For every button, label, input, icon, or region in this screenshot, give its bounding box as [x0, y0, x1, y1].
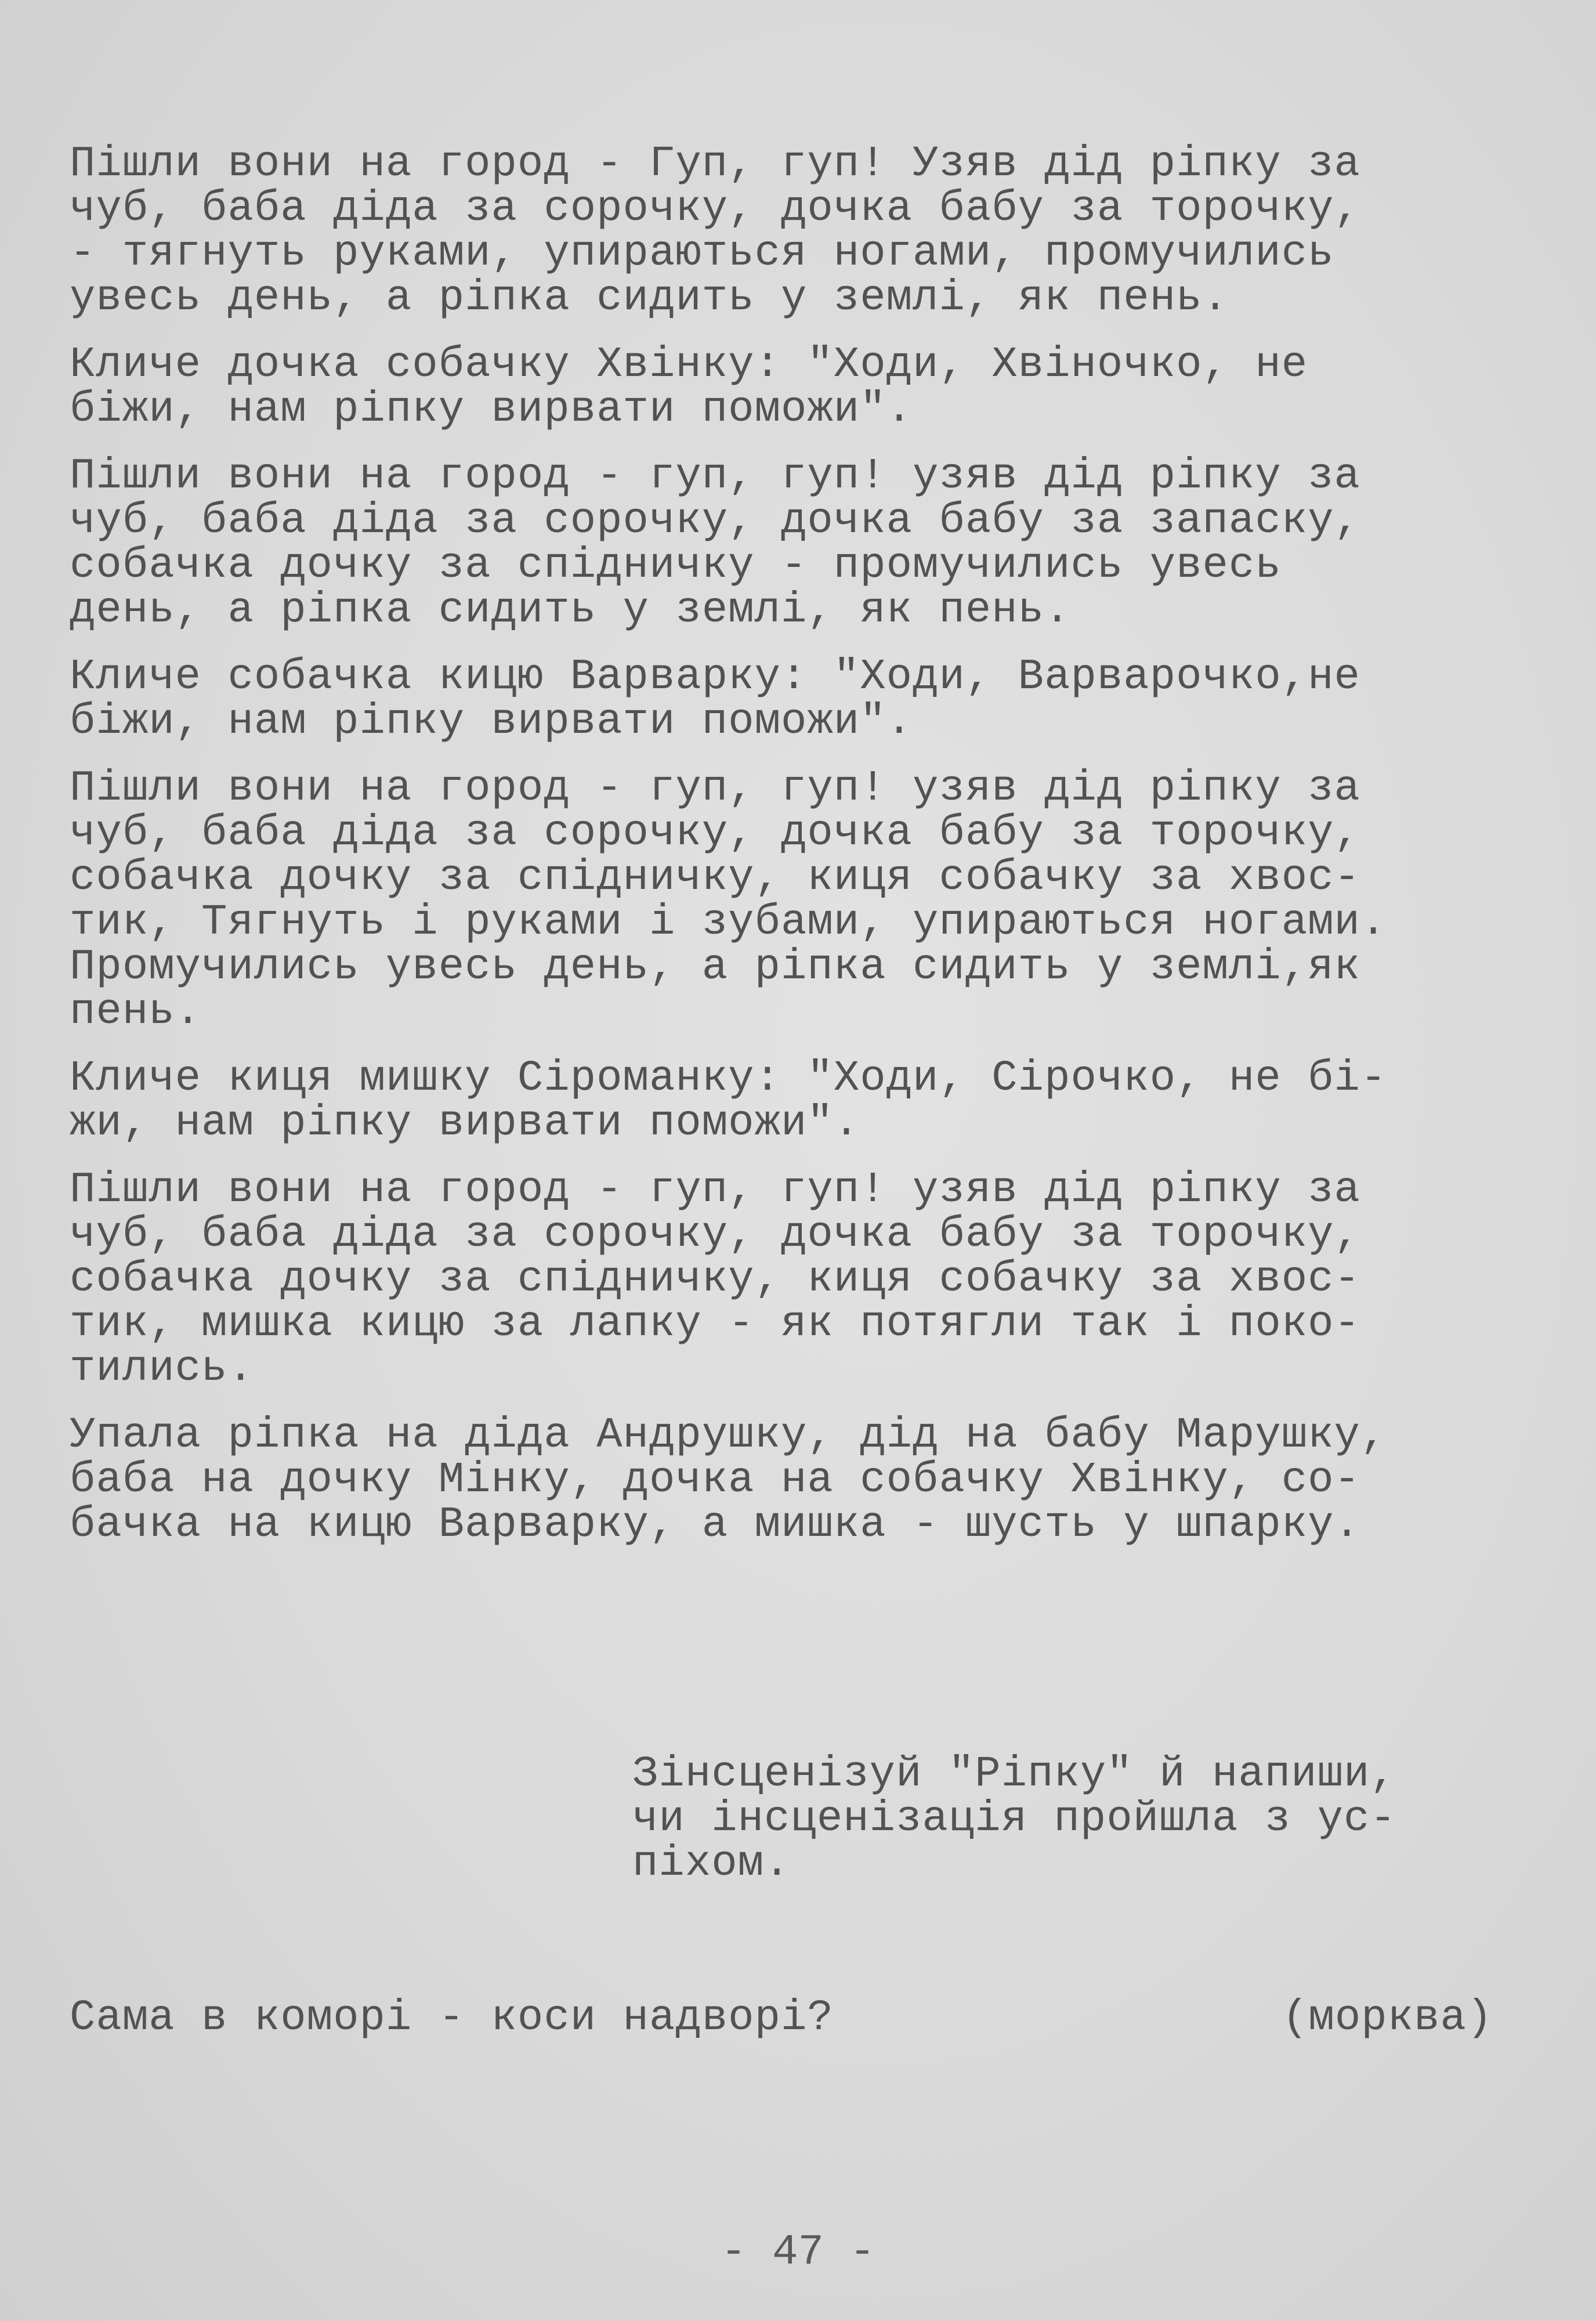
- paragraph-5: [70, 764, 1555, 1036]
- text-line: чуб, баба діда за сорочку, дочка бабу за торочку,: [70, 1210, 1360, 1259]
- riddle-question: Сама в коморі - коси надворі?: [70, 1994, 834, 2042]
- text-line: Упала ріпка на діда Андрушку, дід на бабу Марушку,: [70, 1411, 1387, 1460]
- text-line: Зінсценізуй "Ріпку" й напиши,: [632, 1750, 1396, 1799]
- text-line: увесь день, а ріпка сидить у землі, як пень.: [70, 274, 1229, 323]
- text-line: Пішли вони на город - гуп, гуп! узяв дід ріпку за: [70, 452, 1360, 501]
- text-line: - тягнуть руками, упираються ногами, промучились: [70, 229, 1334, 278]
- text-line: собачка дочку за спідничку, киця собачку за хвос-: [70, 1255, 1360, 1304]
- text-line: жи, нам ріпку вирвати поможи".: [70, 1099, 860, 1148]
- text-line: чуб, баба діда за сорочку, дочка бабу за торочку,: [70, 809, 1360, 858]
- text-line: тились.: [70, 1344, 254, 1393]
- text-line: Пішли вони на город - гуп, гуп! узяв дід ріпку за: [70, 764, 1360, 813]
- text-line: тик, мишка кицю за лапку - як потягли так і поко-: [70, 1300, 1360, 1349]
- text-line: пень.: [70, 988, 202, 1036]
- text-line: чуб, баба діда за сорочку, дочка бабу за торочку,: [70, 185, 1360, 233]
- text-line: собачка дочку за спідничку - промучились увесь: [70, 541, 1282, 590]
- text-line: Пішли вони на город - гуп, гуп! узяв дід ріпку за: [70, 1166, 1360, 1214]
- paragraph-2: [70, 343, 1555, 432]
- paragraph-3: [70, 454, 1555, 633]
- paragraph-7: [70, 1168, 1555, 1391]
- text-line: тик, Тягнуть і руками і зубами, упираються ногами.: [70, 898, 1387, 947]
- text-line: день, а ріпка сидить у землі, як пень.: [70, 586, 1071, 635]
- story-text: [70, 142, 1555, 1570]
- text-line: Пішли вони на город - Гуп, гуп! Узяв дід ріпку за: [70, 140, 1360, 189]
- riddle-answer: (морква): [1282, 1994, 1493, 2042]
- text-line: бачка на кицю Варварку, а мишка - шусть у шпарку.: [70, 1501, 1360, 1549]
- text-line: чуб, баба діда за сорочку, дочка бабу за запаску,: [70, 497, 1360, 545]
- text-line: чи інсценізація пройшла з ус-: [632, 1795, 1396, 1843]
- text-line: піхом.: [632, 1839, 791, 1888]
- text-line: Промучились увесь день, а ріпка сидить у землі,як: [70, 943, 1360, 992]
- text-line: Кличе дочка собачку Хвінку: "Ходи, Хвіночко, не: [70, 341, 1308, 389]
- paragraph-1: [70, 142, 1555, 321]
- text-line: Кличе киця мишку Сіроманку: "Ходи, Сірочко, не бі-: [70, 1054, 1387, 1103]
- task-instruction: [632, 1752, 1537, 1886]
- text-line: баба на дочку Мінку, дочка на собачку Хвінку, со-: [70, 1456, 1360, 1505]
- paragraph-8: [70, 1413, 1555, 1548]
- text-line: Кличе собачка кицю Варварку: "Ходи, Варварочко,не: [70, 653, 1360, 702]
- paragraph-4: [70, 655, 1555, 744]
- text-line: біжи, нам ріпку вирвати поможи".: [70, 697, 913, 746]
- paragraph-6: [70, 1054, 1555, 1148]
- text-line: собачка дочку за спідничку, киця собачку за хвос-: [70, 854, 1360, 902]
- text-line: біжи, нам ріпку вирвати поможи".: [70, 385, 913, 434]
- page-number: - 47 -: [721, 2228, 875, 2277]
